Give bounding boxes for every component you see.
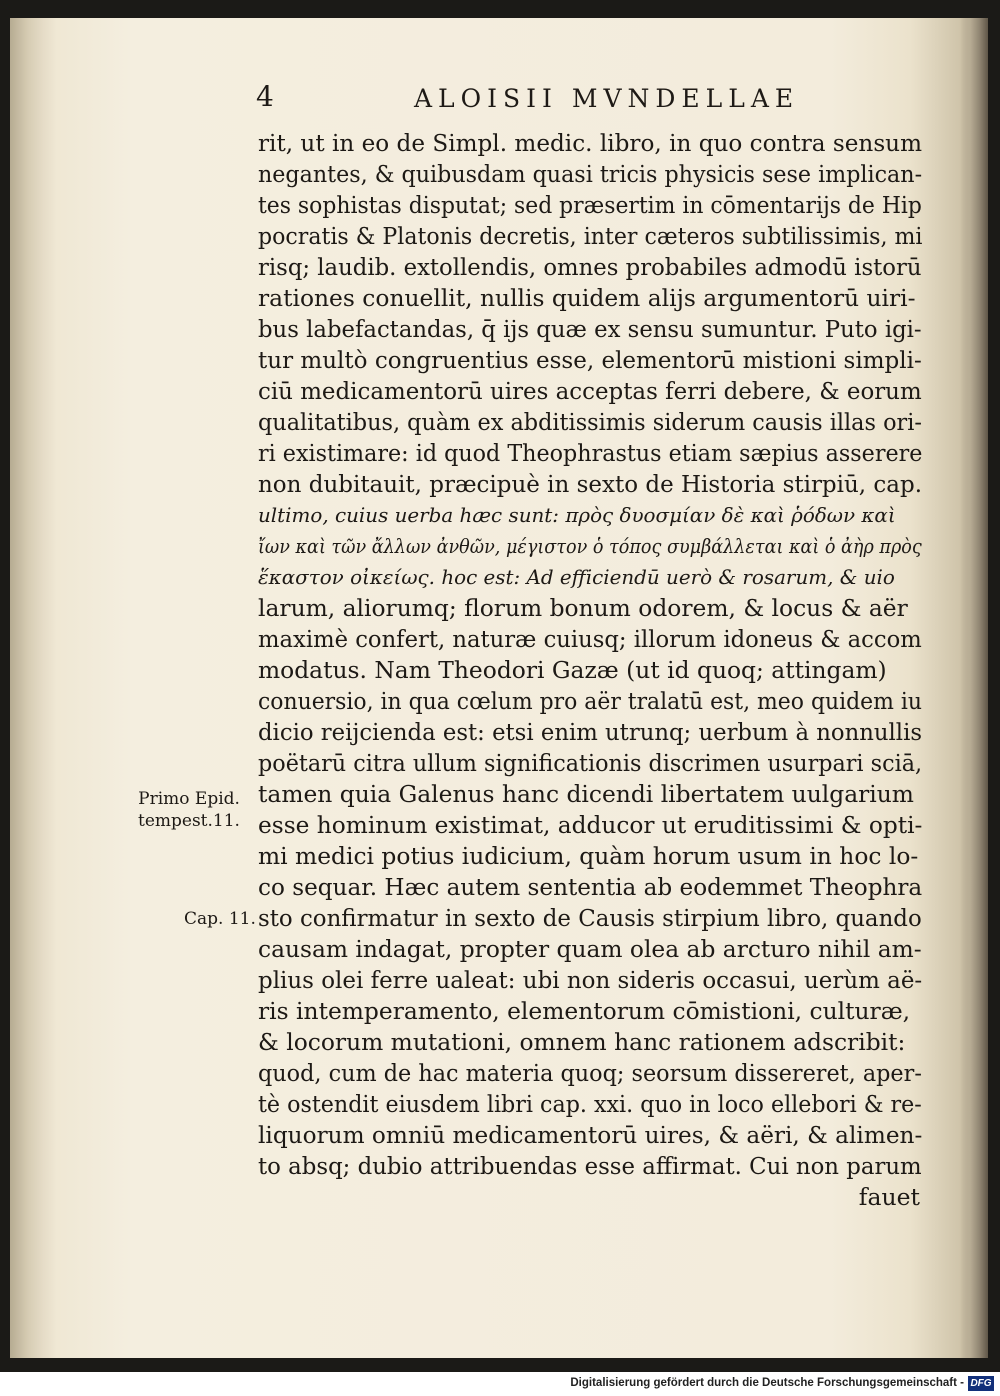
text-line: conuersio, in qua cœlum pro aër tralatū est, meo quidem iu: [258, 687, 922, 715]
page-gutter-shadow: [10, 18, 56, 1358]
text-line: risq; laudib. extollendis, omnes probabiles admodū istorū: [258, 253, 922, 281]
margin-note-epidemics: [138, 788, 240, 832]
margin-note-line: tempest.11.: [138, 811, 240, 831]
footer-bar: [0, 1372, 1000, 1396]
text-line: esse hominum existimat, adducor ut eruditissimi & opti-: [258, 811, 923, 839]
text-line: maximè confert, naturæ cuiusq; illorum idoneus & accom: [258, 625, 922, 653]
text-line: ri existimare: id quod Theophrastus etiam sæpius asserere: [258, 439, 923, 467]
text-line: dicio reijcienda est: etsi enim utrunq; uerbum à nonnullis: [258, 718, 923, 746]
text-line: larum, aliorumq; florum bonum odorem, & locus & aër: [258, 594, 908, 622]
page-number: 4: [256, 80, 274, 113]
text-line: pocratis & Platonis decretis, inter cæteros subtilissimis, mi: [258, 222, 923, 250]
funding-credit: Digitalisierung gefördert durch die Deutsche Forschungsgemeinschaft -: [570, 1377, 964, 1389]
text-line: co sequar. Hæc autem sententia ab eodemmet Theophra: [258, 873, 923, 901]
text-line: modatus. Nam Theodori Gazæ (ut id quoq; attingam): [258, 656, 887, 684]
text-line: negantes, & quibusdam quasi tricis physicis sese implican-: [258, 160, 923, 188]
text-line: poëtarū citra ullum significationis discrimen usurpari sciā,: [258, 749, 923, 777]
text-line: tes sophistas disputat; sed præsertim in cōmentarijs de Hip: [258, 191, 922, 219]
text-line: ἕκαστον οἰκείως. hoc est: Ad efficiendū uerò & rosarum, & uio: [258, 565, 895, 589]
text-line: ἴων καὶ τῶν ἄλλων ἀνθῶν, μέγιστον ὁ τόπος συμβάλλεται καὶ ὁ ἀὴρ πρὸς: [258, 534, 922, 558]
catchword: fauet: [858, 1183, 920, 1211]
text-line: liquorum omniū medicamentorū uires, & aëri, & alimen-: [258, 1121, 923, 1149]
text-line: mi medici potius iudicium, quàm horum usum in hoc lo-: [258, 842, 919, 870]
page-header: [248, 78, 948, 120]
margin-note-line: Primo Epid.: [138, 789, 240, 809]
text-line: & locorum mutationi, omnem hanc rationem adscribit:: [258, 1028, 906, 1056]
running-head: ALOISII MVNDELLAE: [414, 84, 800, 113]
text-line: quod, cum de hac materia quoq; seorsum dissereret, aper-: [258, 1059, 922, 1087]
text-line: tè ostendit eiusdem libri cap. xxi. quo in loco ellebori & re-: [258, 1090, 922, 1118]
text-line: ultimo, cuius uerba hæc sunt: πρὸς δυοσμίαν δὲ καὶ ῥόδων καὶ: [258, 503, 896, 527]
text-line: rationes conuellit, nullis quidem alijs argumentorū uiri-: [258, 284, 916, 312]
text-line: ris intemperamento, elementorum cōmistioni, culturæ,: [258, 997, 911, 1025]
text-line: sto confirmatur in sexto de Causis stirpium libro, quando: [258, 904, 922, 932]
text-line: tur multò congruentius esse, elementorū mistioni simpli-: [258, 346, 922, 374]
text-line: causam indagat, propter quam olea ab arcturo nihil am-: [258, 935, 922, 963]
text-line: to absq; dubio attribuendas esse affirmat. Cui non parum: [258, 1152, 922, 1180]
text-line: tamen quia Galenus hanc dicendi libertatem uulgarium: [258, 780, 914, 808]
text-line: plius olei ferre ualeat: ubi non sideris occasui, uerùm aë-: [258, 966, 923, 994]
page-fore-edge: [960, 18, 988, 1358]
text-line: bus labefactandas, q̄ ijs quæ ex sensu sumuntur. Puto igi-: [258, 315, 922, 343]
text-line: ciū medicamentorū uires acceptas ferri debere, & eorum: [258, 377, 922, 405]
dfg-logo: DFG: [968, 1376, 994, 1391]
text-line: non dubitauit, præcipuè in sexto de Historia stirpiū, cap.: [258, 470, 922, 498]
margin-note-chapter: Cap. 11.: [184, 909, 256, 929]
body-text: [258, 128, 926, 1213]
text-line: qualitatibus, quàm ex abditissimis siderum causis illas ori-: [258, 408, 922, 436]
text-line: rit, ut in eo de Simpl. medic. libro, in quo contra sensum: [258, 129, 922, 157]
